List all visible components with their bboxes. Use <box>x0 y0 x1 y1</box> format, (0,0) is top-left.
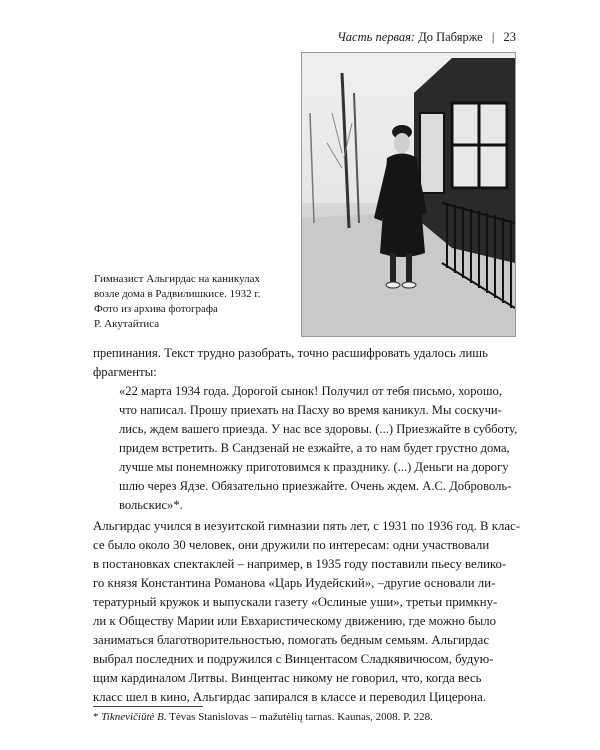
footnote-mark: * <box>93 711 99 723</box>
quote-line: вольскис»*. <box>119 498 183 512</box>
quote-line: шлю через Ядзе. Обязательно приезжайте. Очень ждем. А.С. Доброволь- <box>119 479 512 493</box>
footnote <box>93 711 433 723</box>
footnote-rule <box>93 706 203 707</box>
text-line: препинания. Текст трудно разобрать, точно расшифровать удалось лишь <box>93 346 488 360</box>
body-paragraph <box>93 517 520 707</box>
caption-line: Фото из архива фотографа <box>94 303 218 315</box>
header-part: Часть первая: <box>337 30 416 44</box>
running-header <box>337 30 516 45</box>
caption-line: возле дома в Радвилишкисе. 1932 г. <box>94 288 261 300</box>
text-line: заниматься благотворительностью, помогать бедным семьям. Альгирдас <box>93 633 490 647</box>
intro-paragraph <box>93 344 513 382</box>
page-number: 23 <box>503 30 516 44</box>
header-separator: | <box>491 30 495 44</box>
archival-photo <box>301 52 516 337</box>
photo-illustration <box>302 53 515 336</box>
quote-line: придем встретить. В Сандзенай не езжайте, а то нам будет грустно дома, <box>119 441 510 455</box>
text-line: щим кардиналом Литвы. Винцентас никому не говорил, что, когда весь <box>93 671 482 685</box>
text-line: Альгирдас учился в иезуитской гимназии пять лет, с 1931 по 1936 год. В клас- <box>93 519 520 533</box>
text-line: тературный кружок и выпускали газету «Ослиные уши», третьи примкну- <box>93 595 498 609</box>
header-title: До Пабярже <box>418 30 483 44</box>
footnote-author: Tiknevičiūtė B. <box>101 711 167 723</box>
caption-line: Р. Акутайтиса <box>94 318 160 330</box>
text-line: ли к Обществу Марии или Евхаристическому движению, где можно было <box>93 614 497 628</box>
text-line: выбрал последних и подружился с Винцентасом Сладкявичюсом, будую- <box>93 652 494 666</box>
photo-caption <box>94 272 294 332</box>
text-line: класс шел в кино, Альгирдас запирался в классе и переводил Цицерона. <box>93 690 487 704</box>
text-line: се было около 30 человек, они дружили по интересам: одни участвовали <box>93 538 490 552</box>
caption-line: Гимназист Альгирдас на каникулах <box>94 273 260 285</box>
footnote-text: Tėvas Stanislovas – mažutėlių tarnas. Kaunas, 2008. P. 228. <box>166 711 433 723</box>
text-line: го князя Константина Романова «Царь Иудейский», –другие основали ли- <box>93 576 496 590</box>
text-line: в постановках спектаклей – например, в 1935 году поставили пьесу велико- <box>93 557 507 571</box>
quote-line: «22 марта 1934 года. Дорогой сынок! Получил от тебя письмо, хорошо, <box>119 384 502 398</box>
quote-line: лучше мы понемножку приготовимся к празднику. (...) Деньги на дорогу <box>119 460 509 474</box>
text-line: фрагменты: <box>93 365 157 379</box>
quote-line: лись, ждем вашего приезда. У нас все здоровы. (...) Приезжайте в субботу, <box>119 422 518 436</box>
letter-quote <box>119 382 518 515</box>
quote-line: что написал. Прошу приехать на Пасху во время каникул. Мы соскучи- <box>119 403 502 417</box>
